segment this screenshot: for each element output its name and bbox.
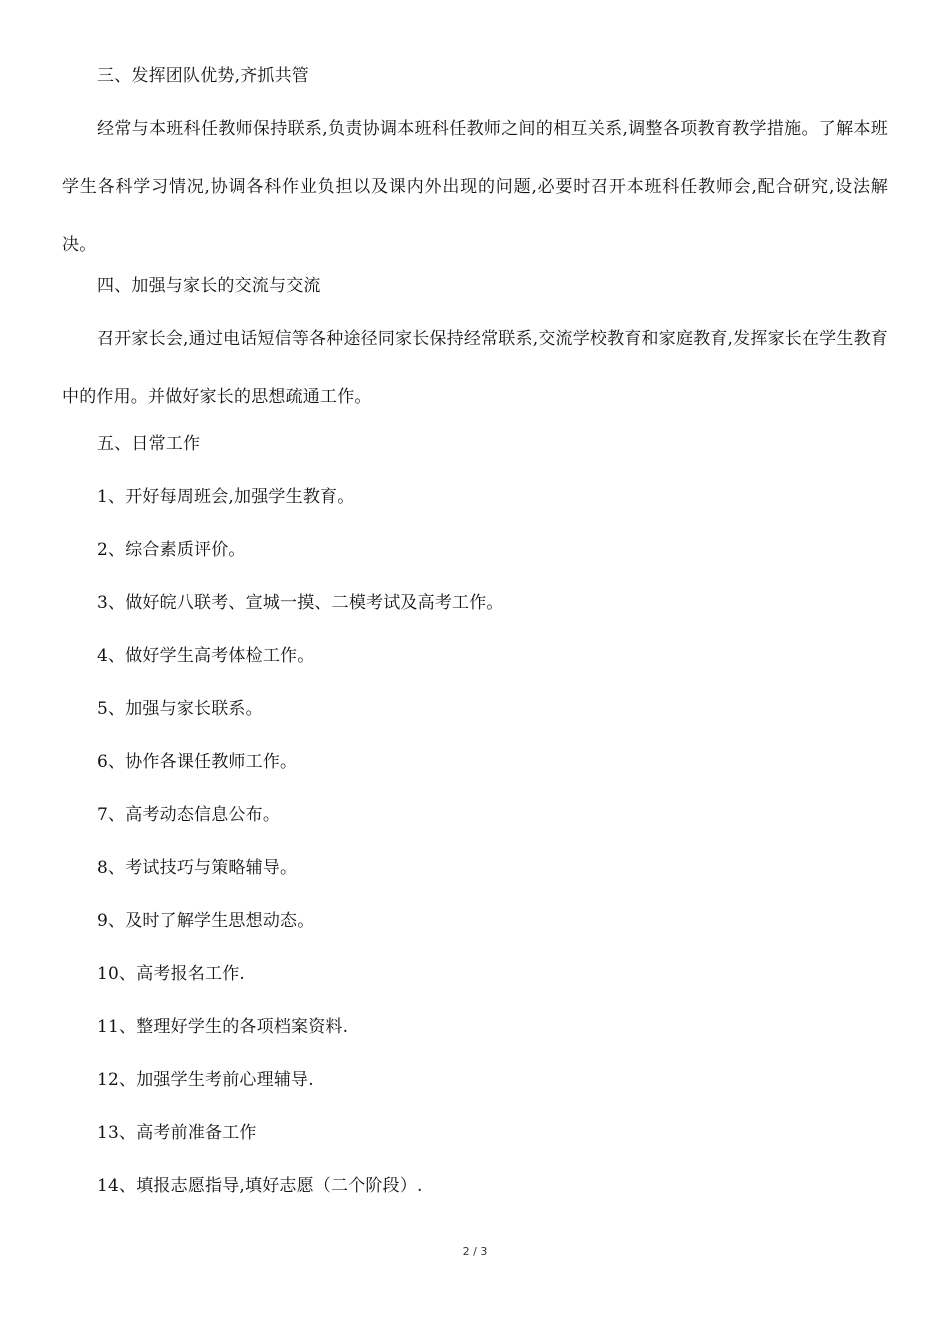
list-item: 3、做好皖八联考、宣城一摸、二模考试及高考工作。 — [97, 593, 504, 613]
list-item: 9、及时了解学生思想动态。 — [97, 911, 315, 931]
list-item: 13、高考前准备工作 — [97, 1123, 257, 1143]
section-4-heading: 四、加强与家长的交流与交流 — [97, 276, 321, 296]
section-3-body: 经常与本班科任教师保持联系,负责协调本班科任教师之间的相互关系,调整各项教育教学措施。了解本班学生各科学习情况,协调各科作业负担以及课内外出现的问题,必要时召开本班科任教师会,配合研究,设法解决。 — [62, 119, 888, 255]
list-item: 11、整理好学生的各项档案资料. — [97, 1017, 349, 1037]
list-item: 14、填报志愿指导,填好志愿（二个阶段）. — [97, 1176, 423, 1196]
list-item: 4、做好学生高考体检工作。 — [97, 646, 315, 666]
list-item: 7、高考动态信息公布。 — [97, 805, 281, 825]
list-item: 12、加强学生考前心理辅导. — [97, 1070, 314, 1090]
section-3-heading: 三、发挥团队优势,齐抓共管 — [97, 66, 310, 86]
list-item: 2、综合素质评价。 — [97, 540, 246, 560]
list-item: 5、加强与家长联系。 — [97, 699, 263, 719]
section-5-heading: 五、日常工作 — [97, 434, 201, 454]
section-4-body: 召开家长会,通过电话短信等各种途径同家长保持经常联系,交流学校教育和家庭教育,发挥家长在学生教育中的作用。并做好家长的思想疏通工作。 — [62, 329, 888, 407]
list-item: 6、协作各课任教师工作。 — [97, 752, 298, 772]
list-item: 8、考试技巧与策略辅导。 — [97, 858, 298, 878]
list-item: 10、高考报名工作. — [97, 964, 246, 984]
page-number: 2 / 3 — [462, 1245, 488, 1258]
list-item: 1、开好每周班会,加强学生教育。 — [97, 487, 355, 507]
